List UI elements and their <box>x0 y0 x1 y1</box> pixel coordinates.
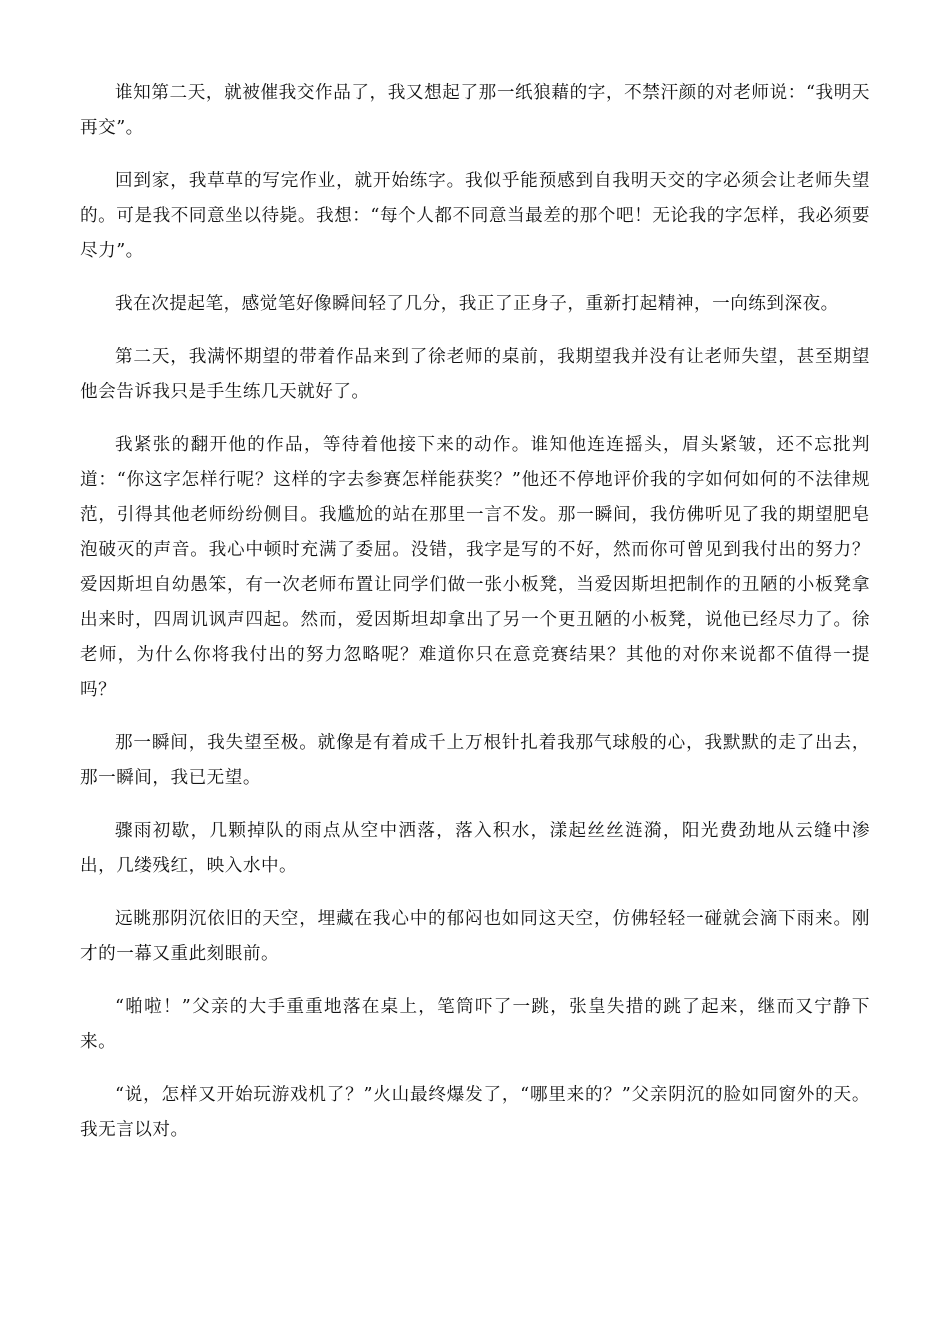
paragraph-3: 我在次提起笔，感觉笔好像瞬间轻了几分，我正了正身子，重新打起精神，一向练到深夜。 <box>115 294 839 314</box>
paragraph-4: 第二天，我满怀期望的带着作品来到了徐老师的桌前，我期望我并没有让老师失望，甚至期望他会告诉我只是手生练几天就好了。 <box>80 347 870 402</box>
paragraph-1: 谁知第二天，就被催我交作品了，我又想起了那一纸狼藉的字，不禁汗颜的对老师说：“我明天再交”。 <box>80 83 870 138</box>
paragraph-6: 那一瞬间，我失望至极。就像是有着成千上万根针扎着我那气球般的心，我默默的走了出去，那一瞬间，我已无望。 <box>80 733 870 788</box>
document-body <box>80 76 870 1166</box>
paragraph-2: 回到家，我草草的写完作业，就开始练字。我似乎能预感到自我明天交的字必须会让老师失望的。可是我不同意坐以待毙。我想：“每个人都不同意当最差的那个吧！无论我的字怎样，我必须要尽力”。 <box>80 171 870 261</box>
paragraph-5: 我紧张的翻开他的作品，等待着他接下来的动作。谁知他连连摇头，眉头紧皱，还不忘批判道：“你这字怎样行呢？这样的字去参赛怎样能获奖？”他还不停地评价我的字如何如何的不法律规范，引得其他老师纷纷侧目。我尴尬的站在那里一言不发。那一瞬间，我仿佛听见了我的期望肥皂泡破灭的声音。我心中顿时充满了委屈。没错，我字是写的不好，然而你可曾见到我付出的努力？爱因斯坦自幼愚笨，有一次老师布置让同学们做一张小板凳，当爱因斯坦把制作的丑陋的小板凳拿出来时，四周讥讽声四起。然而，爱因斯坦却拿出了另一个更丑陋的小板凳，说他已经尽力了。徐老师，为什么你将我付出的努力忽略呢？难道你只在意竞赛结果？其他的对你来说都不值得一提吗？ <box>80 435 870 700</box>
paragraph-7: 骤雨初歇，几颗掉队的雨点从空中洒落，落入积水，漾起丝丝涟漪，阳光费劲地从云缝中渗出，几缕残红，映入水中。 <box>80 821 870 876</box>
paragraph-10: “说，怎样又开始玩游戏机了？”火山最终爆发了，“哪里来的？”父亲阴沉的脸如同窗外的天。我无言以对。 <box>80 1085 870 1140</box>
paragraph-8: 远眺那阴沉依旧的天空，埋藏在我心中的郁闷也如同这天空，仿佛轻轻一碰就会滴下雨来。刚才的一幕又重此刻眼前。 <box>80 909 870 964</box>
paragraph-9: “啪啦！”父亲的大手重重地落在桌上，笔筒吓了一跳，张皇失措的跳了起来，继而又宁静下来。 <box>80 997 870 1052</box>
